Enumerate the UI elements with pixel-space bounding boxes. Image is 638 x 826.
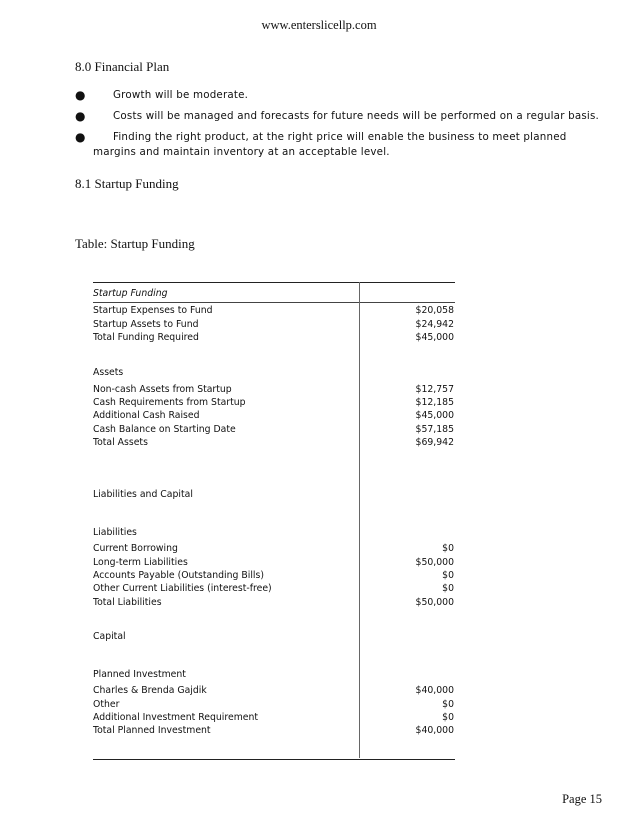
table-top-rule xyxy=(93,282,455,283)
table-bottom-rule xyxy=(93,759,455,760)
row-label: Liabilities and Capital xyxy=(93,489,193,500)
row-value: $20,058 xyxy=(415,305,454,316)
table-row xyxy=(93,304,455,317)
row-label: Charles & Brenda Gajdik xyxy=(93,685,207,696)
table-row xyxy=(93,684,455,697)
row-label: Accounts Payable (Outstanding Bills) xyxy=(93,570,264,581)
table-row xyxy=(93,596,455,609)
row-value: $57,185 xyxy=(415,424,454,435)
table-row xyxy=(93,542,455,555)
row-label: Total Assets xyxy=(93,437,148,448)
row-label: Capital xyxy=(93,631,126,642)
row-value: $0 xyxy=(442,583,454,594)
startup-funding-table xyxy=(93,282,455,760)
row-label: Non-cash Assets from Startup xyxy=(93,384,232,395)
table-row xyxy=(93,711,455,724)
bullet-text: Costs will be managed and forecasts for future needs will be performed on a regular basis. xyxy=(113,110,600,122)
row-value: $0 xyxy=(442,543,454,554)
row-label: Startup Assets to Fund xyxy=(93,319,199,330)
row-value: $12,757 xyxy=(415,384,454,395)
table-row xyxy=(93,698,455,711)
table-row xyxy=(93,423,455,436)
table-group-heading xyxy=(93,630,455,643)
row-label: Cash Requirements from Startup xyxy=(93,397,246,408)
bullet-item xyxy=(75,109,605,124)
section-title-financial-plan: 8.0 Financial Plan xyxy=(75,59,170,74)
table-header-label: Startup Funding xyxy=(93,288,168,299)
table-row xyxy=(93,582,455,595)
row-label: Cash Balance on Starting Date xyxy=(93,424,236,435)
row-value: $69,942 xyxy=(415,437,454,448)
bullet-item xyxy=(75,130,605,160)
row-label: Additional Cash Raised xyxy=(93,410,200,421)
row-value: $0 xyxy=(442,712,454,723)
row-label: Liabilities xyxy=(93,527,137,538)
row-value: $45,000 xyxy=(415,332,454,343)
table-group-heading xyxy=(93,366,455,379)
row-label: Current Borrowing xyxy=(93,543,178,554)
row-label: Long-term Liabilities xyxy=(93,557,188,568)
table-row xyxy=(93,409,455,422)
row-value: $0 xyxy=(442,570,454,581)
table-header-row xyxy=(93,287,455,300)
table-row xyxy=(93,318,455,331)
financial-plan-bullets xyxy=(75,88,605,166)
bullet-dot-icon: ● xyxy=(75,130,86,144)
bullet-dot-icon: ● xyxy=(75,88,86,102)
row-label: Other Current Liabilities (interest-free) xyxy=(93,583,272,594)
row-value: $12,185 xyxy=(415,397,454,408)
table-row xyxy=(93,569,455,582)
row-label: Additional Investment Requirement xyxy=(93,712,259,723)
row-value: $40,000 xyxy=(415,725,454,736)
row-label: Total Liabilities xyxy=(93,597,162,608)
row-label: Startup Expenses to Fund xyxy=(93,305,213,316)
row-label: Planned Investment xyxy=(93,669,186,680)
table-header-rule xyxy=(93,302,455,303)
table-row xyxy=(93,724,455,737)
row-label: Other xyxy=(93,699,120,710)
table-group-heading xyxy=(93,488,455,501)
row-value: $0 xyxy=(442,699,454,710)
table-group-heading xyxy=(93,668,455,681)
row-value: $24,942 xyxy=(415,319,454,330)
row-label: Total Funding Required xyxy=(93,332,199,343)
bullet-dot-icon: ● xyxy=(75,109,86,123)
row-value: $50,000 xyxy=(415,597,454,608)
section-title-startup-funding: 8.1 Startup Funding xyxy=(75,176,179,191)
bullet-text-continuation: margins and maintain inventory at an acceptable level. xyxy=(93,146,390,158)
table-row xyxy=(93,556,455,569)
bullet-text: Growth will be moderate. xyxy=(113,89,249,101)
row-label: Assets xyxy=(93,367,124,378)
header-url: www.enterslicellp.com xyxy=(261,18,377,32)
table-row xyxy=(93,436,455,449)
table-caption: Table: Startup Funding xyxy=(75,236,195,251)
row-value: $40,000 xyxy=(415,685,454,696)
bullet-text: Finding the right product, at the right price will enable the business to meet planned xyxy=(113,131,567,143)
table-row xyxy=(93,331,455,344)
bullet-item xyxy=(75,88,605,103)
table-row xyxy=(93,396,455,409)
page-number: Page 15 xyxy=(562,792,602,806)
table-row xyxy=(93,383,455,396)
table-group-heading xyxy=(93,526,455,539)
row-value: $45,000 xyxy=(415,410,454,421)
row-value: $50,000 xyxy=(415,557,454,568)
row-label: Total Planned Investment xyxy=(93,725,211,736)
